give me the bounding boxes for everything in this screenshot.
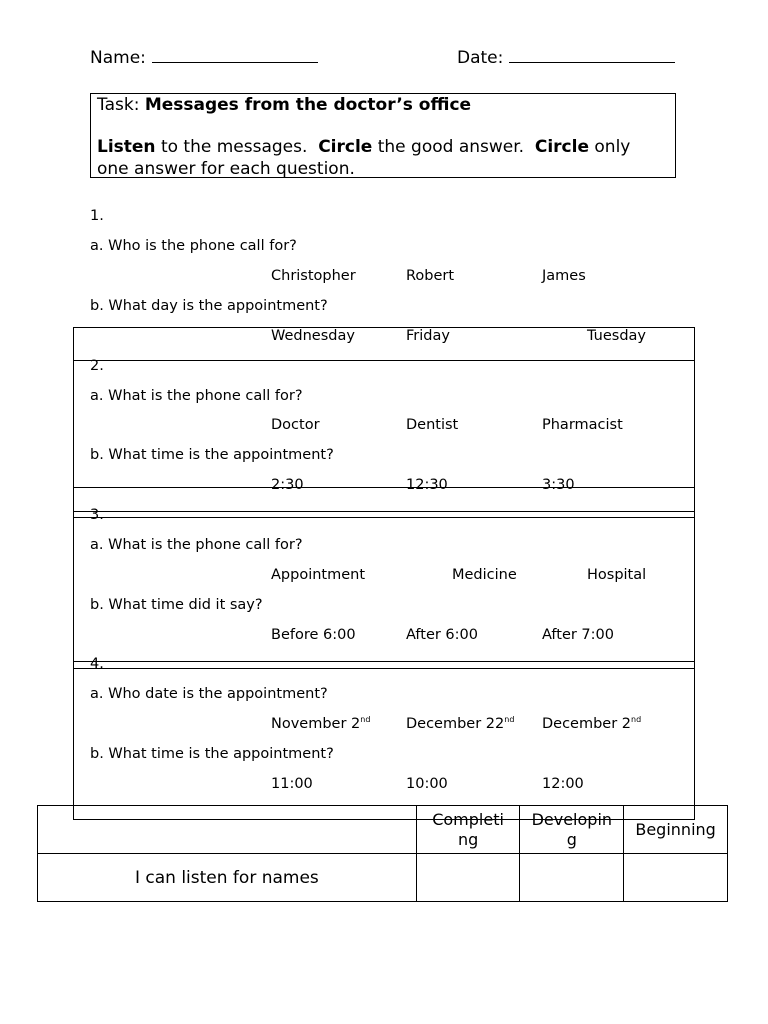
question-a: a. What is the phone call for? <box>90 388 303 404</box>
answer-option[interactable]: Friday <box>406 328 450 344</box>
rubric-cell-developing[interactable] <box>520 854 624 902</box>
rubric-row-label: I can listen for names <box>38 854 417 902</box>
answer-option[interactable]: Robert <box>406 268 455 284</box>
instr-text-1: to the messages. <box>155 137 319 157</box>
date-blank[interactable] <box>509 46 675 63</box>
ordinal-suffix: nd <box>631 715 642 725</box>
question-number: 1. <box>90 208 104 224</box>
answer-date: December 2 <box>542 716 632 732</box>
answer-option[interactable]: Pharmacist <box>542 417 623 433</box>
task-heading <box>97 95 471 115</box>
task-box <box>90 93 676 178</box>
rubric-row <box>38 854 728 902</box>
answer-option[interactable]: 2:30 <box>271 477 304 493</box>
task-prefix: Task: <box>97 95 140 115</box>
answer-option[interactable]: 3:30 <box>542 477 575 493</box>
answer-option[interactable]: Before 6:00 <box>271 627 356 643</box>
question-a: a. Who is the phone call for? <box>90 238 297 254</box>
answer-option[interactable] <box>542 716 641 732</box>
answer-option[interactable]: 11:00 <box>271 776 313 792</box>
question-number: 2. <box>90 358 104 374</box>
task-instructions <box>97 137 630 157</box>
answer-option[interactable]: 12:00 <box>542 776 584 792</box>
rubric-header-beginning: Beginning <box>624 806 728 854</box>
instr-circle-1: Circle <box>318 137 373 157</box>
answer-date: November 2 <box>271 716 361 732</box>
date-label: Date: <box>457 48 504 68</box>
question-b: b. What time did it say? <box>90 597 263 613</box>
rubric-cell-beginning[interactable] <box>624 854 728 902</box>
rubric-corner-cell <box>38 806 417 854</box>
answer-option[interactable]: Doctor <box>271 417 320 433</box>
name-blank[interactable] <box>152 46 318 63</box>
name-field[interactable] <box>90 46 318 68</box>
answer-option[interactable]: Hospital <box>587 567 647 583</box>
answer-option[interactable] <box>271 716 370 732</box>
answer-option[interactable] <box>406 716 514 732</box>
question-number: 4. <box>90 656 104 672</box>
answer-option[interactable]: Wednesday <box>271 328 355 344</box>
rubric-table <box>37 805 728 902</box>
rubric-header-completing: Completi ng <box>416 806 520 854</box>
answer-date: December 22 <box>406 716 505 732</box>
instr-listen: Listen <box>97 137 156 157</box>
answer-option[interactable]: James <box>542 268 586 284</box>
answer-option[interactable]: After 6:00 <box>406 627 478 643</box>
rubric-cell-completing[interactable] <box>416 854 520 902</box>
question-b: b. What time is the appointment? <box>90 447 334 463</box>
answer-option[interactable]: Appointment <box>271 567 366 583</box>
answer-option[interactable]: After 7:00 <box>542 627 614 643</box>
date-field[interactable] <box>457 46 675 68</box>
answer-option[interactable]: 12:30 <box>406 477 448 493</box>
answer-option[interactable]: Dentist <box>406 417 459 433</box>
answer-option[interactable]: 10:00 <box>406 776 448 792</box>
instr-text-3: only <box>589 137 631 157</box>
answer-option[interactable]: Tuesday <box>587 328 646 344</box>
rubric-header-developing: Developin g <box>520 806 624 854</box>
name-label: Name: <box>90 48 146 68</box>
task-title: Messages from the doctor’s office <box>144 95 472 115</box>
ordinal-suffix: nd <box>504 715 515 725</box>
question-a: a. Who date is the appointment? <box>90 686 328 702</box>
question-number: 3. <box>90 507 104 523</box>
question-frame-4 <box>73 661 695 820</box>
ordinal-suffix: nd <box>360 715 371 725</box>
rubric-header-row <box>38 806 728 854</box>
instr-text-2: the good answer. <box>372 137 535 157</box>
question-a: a. What is the phone call for? <box>90 537 303 553</box>
question-frame-3 <box>73 511 695 669</box>
task-instructions-line-2: one answer for each question. <box>97 159 355 179</box>
answer-option[interactable]: Medicine <box>452 567 517 583</box>
answer-option[interactable]: Christopher <box>271 268 356 284</box>
question-b: b. What time is the appointment? <box>90 746 334 762</box>
question-b: b. What day is the appointment? <box>90 298 328 314</box>
instr-circle-2: Circle <box>534 137 589 157</box>
